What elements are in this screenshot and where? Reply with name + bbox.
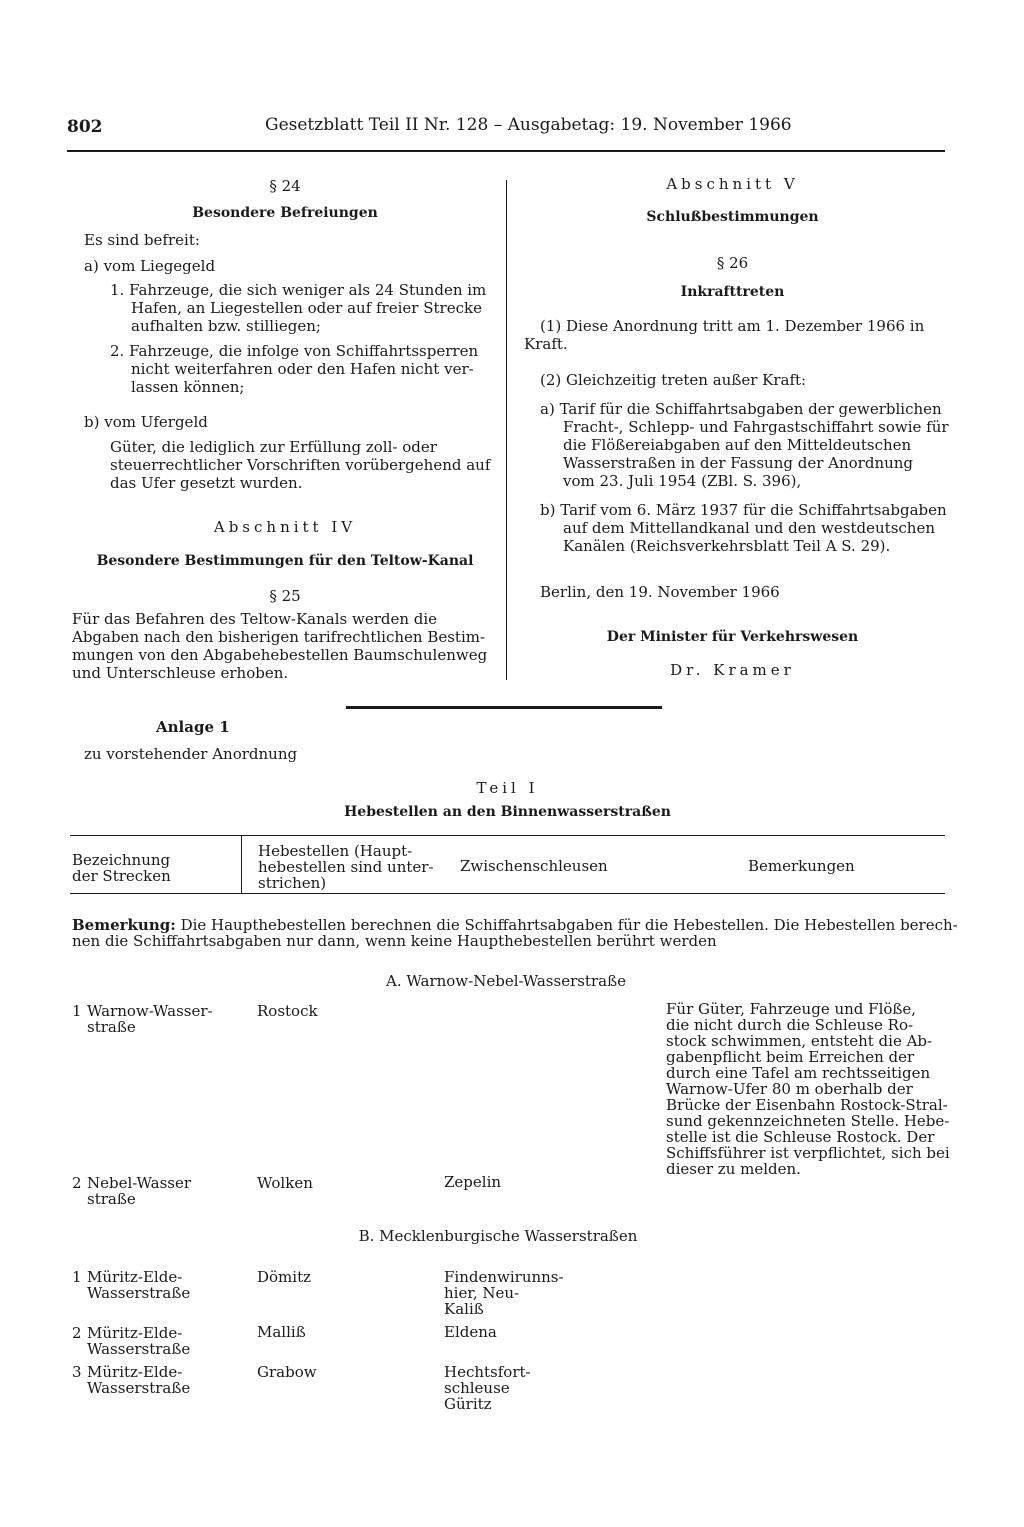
- teil-title: Teil I: [476, 779, 539, 797]
- row-a1-num: 1: [72, 1002, 82, 1020]
- row-a1-remark-6: Warnow-Ufer 80 m oberhalb der: [666, 1080, 913, 1098]
- row-b2-num: 2: [72, 1324, 82, 1342]
- row-a1-remark-3: stock schwimmen, entsteht die Ab-: [666, 1032, 933, 1050]
- row-a1-remark-10: Schiffsführer ist verpflichtet, sich bei: [666, 1144, 950, 1162]
- row-a2-name-1: Nebel-Wasser: [87, 1174, 192, 1192]
- repeal-b-line2: auf dem Mittellandkanal und den westdeutschen: [563, 519, 935, 537]
- table-top-rule: [70, 835, 945, 836]
- row-b2-station: Malliß: [257, 1323, 306, 1341]
- row-a2-num: 2: [72, 1174, 82, 1192]
- abschnitt-v-title: Abschnitt V: [666, 175, 799, 193]
- repeal-a-line3: die Flößereiabgaben auf den Mitteldeutschen: [563, 436, 912, 454]
- col-header-bezeichnung-2: der Strecken: [72, 867, 171, 885]
- header-rule: [67, 150, 945, 152]
- heading-inkrafttreten: Inkrafttreten: [680, 284, 785, 300]
- row-b1-locks-2: hier, Neu-: [444, 1284, 520, 1302]
- anlage-title: Anlage 1: [156, 718, 230, 736]
- heading-hebestellen: Hebestellen an den Binnenwasserstraßen: [344, 804, 671, 820]
- teltow-text-line2: Abgaben nach den bisherigen tarifrechtlichen Bestim-: [72, 628, 486, 646]
- row-b1-station: Dömitz: [257, 1268, 312, 1286]
- item2-line3: lassen können;: [131, 378, 245, 396]
- repeal-a-line1: a) Tarif für die Schiffahrtsabgaben der gewerblichen: [540, 400, 942, 418]
- row-a1-remark-11: dieser zu melden.: [666, 1160, 801, 1178]
- repeal-b-line1: b) Tarif vom 6. März 1937 für die Schiffahrtsabgaben: [540, 501, 947, 519]
- remark-label: Bemerkung:: [72, 916, 176, 934]
- page-number: 802: [67, 117, 103, 137]
- intro-text: Es sind befreit:: [84, 231, 200, 249]
- row-b3-name-2: Wasserstraße: [87, 1379, 191, 1397]
- row-b1-locks-3: Kaliß: [444, 1300, 484, 1318]
- item2-line1: 2. Fahrzeuge, die infolge von Schiffahrtssperren: [110, 342, 479, 360]
- remark-line2: nen die Schiffahrtsabgaben nur dann, wenn keine Haupthebestellen berührt werden: [72, 932, 717, 950]
- row-b3-locks-1: Hechtsfort-: [444, 1363, 531, 1381]
- repeal-b-line3: Kanälen (Reichsverkehrsblatt Teil A S. 29).: [563, 537, 891, 555]
- teltow-text-line3: mungen von den Abgabehebestellen Baumschulenweg: [72, 646, 488, 664]
- row-a1-name-2: straße: [87, 1018, 136, 1036]
- para-26: § 26: [716, 254, 749, 272]
- repeal-a-line5: vom 23. Juli 1954 (ZBl. S. 396),: [563, 472, 802, 490]
- repeal-a-line2: Fracht-, Schlepp- und Fahrgastschiffahrt sowie für: [563, 418, 949, 436]
- abschnitt-iv-title: Abschnitt IV: [213, 518, 357, 536]
- heading-teltow-kanal: Besondere Bestimmungen für den Teltow-Kanal: [96, 553, 474, 569]
- remark-text-1: Die Haupthebestellen berechnen die Schiffahrtsabgaben für die Hebestellen. Die Hebestellen berech-: [180, 916, 958, 934]
- row-a2-station: Wolken: [257, 1174, 313, 1192]
- col-header-hebestellen-1: Hebestellen (Haupt-: [258, 842, 413, 860]
- row-b3-num: 3: [72, 1363, 82, 1381]
- teltow-text-line4: und Unterschleuse erhoben.: [72, 664, 289, 682]
- row-a1-remark-2: die nicht durch die Schleuse Ro-: [666, 1016, 914, 1034]
- row-b2-locks-1: Eldena: [444, 1323, 497, 1341]
- item-b-line3: das Ufer gesetzt wurden.: [110, 474, 303, 492]
- minister-title: Der Minister für Verkehrswesen: [606, 629, 859, 645]
- item1-line3: aufhalten bzw. stilliegen;: [131, 317, 321, 335]
- item1-line1: 1. Fahrzeuge, die sich weniger als 24 Stunden im: [110, 281, 487, 299]
- row-a1-remark-8: sund gekennzeichneten Stelle. Hebe-: [666, 1112, 950, 1130]
- row-a1-remark-4: gabenpflicht beim Erreichen der: [666, 1048, 915, 1066]
- row-a1-name-1: Warnow-Wasser-: [87, 1002, 213, 1020]
- row-b1-name-2: Wasserstraße: [87, 1284, 191, 1302]
- row-a1-station: Rostock: [257, 1002, 318, 1020]
- heading-besondere-befreiungen: Besondere Befreiungen: [192, 205, 378, 221]
- item1-line2: Hafen, an Liegestellen oder auf freier Strecke: [131, 299, 482, 317]
- p2-text: (2) Gleichzeitig treten außer Kraft:: [540, 371, 807, 389]
- table-col-divider-1: [241, 836, 242, 893]
- anlage-subtitle: zu vorstehender Anordnung: [84, 745, 298, 763]
- p1-line1: (1) Diese Anordnung tritt am 1. Dezember 1966 in: [540, 317, 925, 335]
- row-b1-locks-1: Findenwirunns-: [444, 1268, 564, 1286]
- col-header-hebestellen-2: hebestellen sind unter-: [258, 858, 434, 876]
- signature: Dr. Kramer: [670, 661, 795, 679]
- para-25: § 25: [269, 587, 301, 605]
- page-header-title: Gesetzblatt Teil II Nr. 128 – Ausgabetag: 19. November 1966: [265, 115, 792, 135]
- row-a2-name-2: straße: [87, 1190, 136, 1208]
- col-header-hebestellen-3: strichen): [258, 874, 327, 892]
- row-a1-remark-9: stelle ist die Schleuse Rostock. Der: [666, 1128, 935, 1146]
- row-b3-locks-3: Güritz: [444, 1395, 492, 1413]
- row-b2-name-2: Wasserstraße: [87, 1340, 191, 1358]
- item-a-label: a) vom Liegegeld: [84, 257, 216, 275]
- row-b1-name-1: Müritz-Elde-: [87, 1268, 183, 1286]
- row-a2-locks-1: Zepelin: [444, 1173, 502, 1191]
- section-rule: [346, 706, 662, 709]
- row-b1-num: 1: [72, 1268, 82, 1286]
- section-b-title: B. Mecklenburgische Wasserstraßen: [358, 1227, 638, 1245]
- row-a1-remark-1: Für Güter, Fahrzeuge und Flöße,: [666, 1000, 917, 1018]
- place-date: Berlin, den 19. November 1966: [540, 583, 780, 601]
- item-b-line2: steuerrechtlicher Vorschriften vorübergehend auf: [110, 456, 491, 474]
- table-header-rule: [70, 893, 945, 894]
- row-b3-name-1: Müritz-Elde-: [87, 1363, 183, 1381]
- row-a1-remark-5: durch eine Tafel am rechtsseitigen: [666, 1064, 931, 1082]
- row-b3-station: Grabow: [257, 1363, 317, 1381]
- p1-line2: Kraft.: [524, 335, 568, 353]
- row-b2-name-1: Müritz-Elde-: [87, 1324, 183, 1342]
- row-a1-remark-7: Brücke der Eisenbahn Rostock-Stral-: [666, 1096, 948, 1114]
- col-header-bezeichnung-1: Bezeichnung: [72, 851, 171, 869]
- col-header-bemerkungen: Bemerkungen: [748, 857, 855, 875]
- heading-schlussbestimmungen: Schlußbestimmungen: [646, 209, 819, 225]
- para-24: § 24: [269, 177, 301, 195]
- column-divider: [506, 180, 507, 680]
- item2-line2: nicht weiterfahren oder den Hafen nicht ver-: [131, 360, 474, 378]
- repeal-a-line4: Wasserstraßen in der Fassung der Anordnung: [563, 454, 914, 472]
- item-b-line1: Güter, die lediglich zur Erfüllung zoll- oder: [110, 438, 437, 456]
- section-a-title: A. Warnow-Nebel-Wasserstraße: [386, 972, 626, 990]
- row-b3-locks-2: schleuse: [444, 1379, 510, 1397]
- teltow-text-line1: Für das Befahren des Teltow-Kanals werden die: [72, 610, 438, 628]
- item-b-label: b) vom Ufergeld: [84, 413, 208, 431]
- col-header-zwischenschleusen: Zwischenschleusen: [460, 857, 608, 875]
